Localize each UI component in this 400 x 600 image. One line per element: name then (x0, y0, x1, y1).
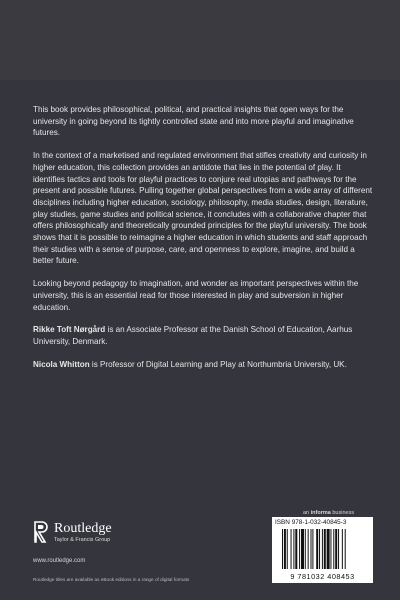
barcode-bar (291, 529, 292, 569)
informa-business-label (303, 510, 354, 516)
blurb-section (33, 104, 373, 381)
cover-top-band (0, 0, 400, 80)
barcode-bar (312, 529, 313, 569)
author-name: Nicola Whitton (33, 359, 90, 369)
informa-suffix: business (330, 510, 355, 516)
isbn-label: ISBN 978-1-032-40845-3 (275, 519, 347, 526)
barcode-box (272, 517, 373, 583)
barcode-number: 9 781032 408453 (290, 572, 355, 581)
blurb-paragraph-2: In the context of a marketised and regulated environment that stifles creativity and curiosity in higher education, this collection provides an antidote that lies in the potential of play. It identifies tactics and tools for playful practices to conjure real utopias and pathways for the present and possible futures. Pulling together global perspectives from a wide array of different disciplines including higher education, sociology, philosophy, media studies, design, literature, play studies, game studies and political science, it concludes with a collaborative chapter that offers philosophically and theoretically grounded principles for the playful university. The book shows that it is possible to reimagine a higher education in which students and staff approach their studies with a sense of purpose, care, and openness to explore, imagine, and build a better future. (33, 151, 373, 266)
barcode-bar (319, 529, 320, 569)
barcode-bar (342, 529, 343, 569)
informa-brand: informa (310, 510, 331, 516)
author-bio-text: is an Associate Professor at the Danish School of Education, Aarhus University, Denmark. (33, 325, 353, 346)
barcode-bar (330, 529, 331, 569)
barcode-bar (305, 529, 306, 569)
author-bio-2 (33, 359, 373, 371)
barcode-bar (316, 529, 318, 569)
barcode-bar (295, 529, 297, 569)
publisher-name: Routledge (54, 521, 112, 536)
author-bio-text: is Professor of Digital Learning and Play at Northumbria University, UK. (89, 359, 347, 369)
barcode-bar (284, 529, 286, 569)
barcode-bar (287, 529, 288, 569)
barcode-bar (324, 529, 326, 569)
barcode-bar (327, 529, 330, 569)
ebook-note: Routledge titles are available as eBook editions in a range of digital formats (33, 577, 190, 582)
barcode-bar (338, 529, 339, 569)
informa-prefix: an (303, 510, 311, 516)
publisher-subtitle: Taylor & Francis Group (54, 537, 111, 543)
barcode-bar (333, 529, 334, 569)
publisher-logo (33, 518, 183, 558)
barcode-bar (308, 529, 309, 569)
barcode-bar (311, 529, 312, 569)
barcode-bar (282, 529, 283, 569)
author-name: Rikke Toft Nørgård (33, 325, 106, 335)
blurb-paragraph-3: Looking beyond pedagogy to imagination, and wonder as important perspectives within the university, this is an essential read for those interested in play and subversion in higher education. (33, 279, 359, 312)
barcode-bar (345, 529, 346, 569)
author-bio-1 (33, 324, 373, 347)
barcode-bar (322, 529, 323, 569)
publisher-website: www.routledge.com (33, 558, 86, 564)
routledge-logo-icon (33, 520, 49, 544)
barcode-bar (301, 529, 304, 569)
barcode-bar (293, 529, 294, 569)
barcode-graphic (282, 529, 364, 569)
blurb-paragraph-1: This book provides philosophical, political, and practical insights that open ways for the university in going beyond its tightly controlled state and into more playful and imaginative futures. (33, 105, 354, 138)
barcode-bar (299, 529, 300, 569)
barcode-bar (335, 529, 337, 569)
